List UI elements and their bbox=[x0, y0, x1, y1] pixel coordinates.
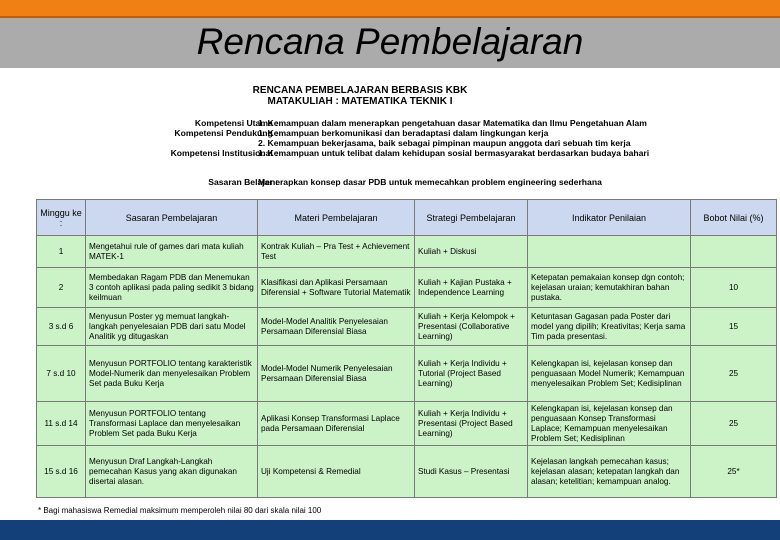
header-strategy: Strategi Pembelajaran bbox=[415, 200, 528, 236]
cell-target: Menyusun Poster yg memuat langkah-langkah penyelesaian PDB dari satu Model Analitik yg ditugaskan bbox=[86, 308, 258, 346]
cell-indicator: Kejelasan langkah pemecahan kasus; kejelasan alasan; ketepatan langkah dan alasan; ketelitian; kemampuan analog. bbox=[528, 446, 691, 498]
cell-target: Membedakan Ragam PDB dan Menemukan 3 contoh aplikasi pada paling sedikit 3 bidang keilmuan bbox=[86, 268, 258, 308]
cell-target: Mengetahui rule of games dari mata kuliah MATEK-1 bbox=[86, 236, 258, 268]
cell-week: 11 s.d 14 bbox=[37, 402, 86, 446]
header-weight: Bobot Nilai (%) bbox=[691, 200, 777, 236]
competency-row bbox=[20, 118, 700, 128]
cell-strategy: Kuliah + Kerja Individu + Presentasi (Project Based Learning) bbox=[415, 402, 528, 446]
cell-strategy: Kuliah + Diskusi bbox=[415, 236, 528, 268]
cell-material: Kontrak Kuliah – Pra Test + Achievement Test bbox=[258, 236, 415, 268]
plan-table bbox=[36, 199, 777, 498]
cell-material: Uji Kompetensi & Remedial bbox=[258, 446, 415, 498]
cell-target: Menyusun PORTFOLIO tentang Transformasi Laplace dan menyelesaikan Problem Set pada Buku Kerja bbox=[86, 402, 258, 446]
competency-label: Kompetensi Institusional : bbox=[170, 148, 278, 158]
cell-weight: 10 bbox=[691, 268, 777, 308]
competency-value: 1. Kemampuan berkomunikasi dan beradaptasi dalam lingkungan kerja bbox=[258, 128, 549, 138]
slide-title-bar bbox=[0, 18, 780, 68]
table-row bbox=[37, 402, 777, 446]
table-row bbox=[37, 446, 777, 498]
table-row bbox=[37, 236, 777, 268]
footnote: * Bagi mahasiswa Remedial maksimum memperoleh nilai 80 dari skala nilai 100 bbox=[38, 506, 322, 515]
competency-label: Kompetensi Utama : bbox=[194, 118, 278, 128]
cell-strategy: Kuliah + Kerja Individu + Tutorial (Project Based Learning) bbox=[415, 346, 528, 402]
slide-title: Rencana Pembelajaran bbox=[196, 21, 584, 62]
cell-indicator: Ketepatan pemakaian konsep dgn contoh; kejelasan uraian; kemutakhiran bahan pustaka. bbox=[528, 268, 691, 308]
cell-target: Menyusun PORTFOLIO tentang karakteristik Model-Numerik dan menyelesaikan Problem Set pada Buku Kerja bbox=[86, 346, 258, 402]
cell-week: 3 s.d 6 bbox=[37, 308, 86, 346]
slide-bottom-bar bbox=[0, 520, 780, 540]
cell-indicator bbox=[528, 236, 691, 268]
table-row bbox=[37, 346, 777, 402]
table-header-row bbox=[37, 200, 777, 236]
cell-strategy: Kuliah + Kerja Kelompok + Presentasi (Collaborative Learning) bbox=[415, 308, 528, 346]
cell-strategy: Kuliah + Kajian Pustaka + Independence Learning bbox=[415, 268, 528, 308]
cell-weight: 15 bbox=[691, 308, 777, 346]
competency-value: 2. Kemampuan bekerjasama, baik sebagai pimpinan maupun anggota dari sebuah tim kerja bbox=[258, 138, 631, 148]
header-material: Materi Pembelajaran bbox=[258, 200, 415, 236]
table-row bbox=[37, 308, 777, 346]
learning-target-value: Menerapkan konsep dasar PDB untuk memecahkan problem engineering sederhana bbox=[258, 177, 602, 187]
header-indicator: Indikator Penilaian bbox=[528, 200, 691, 236]
table-row bbox=[37, 268, 777, 308]
cell-indicator: Kelengkapan isi, kejelasan konsep dan penguasaan Model Numerik; Kemampuan menyelesaikan Problem Set; Kedisiplinan bbox=[528, 346, 691, 402]
document-subtitle: MATAKULIAH : MATEMATIKA TEKNIK I bbox=[267, 96, 453, 107]
competency-list bbox=[20, 118, 700, 158]
cell-material: Model-Model Numerik Penyelesaian Persamaan Diferensial Biasa bbox=[258, 346, 415, 402]
cell-material: Aplikasi Konsep Transformasi Laplace pada Persamaan Diferensial bbox=[258, 402, 415, 446]
cell-material: Klasifikasi dan Aplikasi Persamaan Diferensial + Software Tutorial Matematik bbox=[258, 268, 415, 308]
slide-top-bar bbox=[0, 0, 780, 18]
cell-weight: 25* bbox=[691, 446, 777, 498]
cell-week: 7 s.d 10 bbox=[37, 346, 86, 402]
competency-row bbox=[20, 128, 700, 138]
cell-indicator: Ketuntasan Gagasan pada Poster dari model yang dipilih; Kreativitas; Kerja sama Tim pada presentasi. bbox=[528, 308, 691, 346]
cell-week: 15 s.d 16 bbox=[37, 446, 86, 498]
cell-weight: 25 bbox=[691, 346, 777, 402]
cell-material: Model-Model Analitik Penyelesaian Persamaan Diferensial Biasa bbox=[258, 308, 415, 346]
learning-target-label: Sasaran Belajar : bbox=[208, 177, 278, 187]
cell-indicator: Kelengkapan isi, kejelasan konsep dan penguasaan Konsep Transformasi Laplace; Kemampuan menyelesaikan Problem Set; Kedisiplinan bbox=[528, 402, 691, 446]
cell-target: Menyusun Draf Langkah-Langkah pemecahan Kasus yang akan digunakan disertai alasan. bbox=[86, 446, 258, 498]
competency-value: 1. Kemampuan untuk telibat dalam kehidupan sosial bermasyarakat berdasarkan budaya bahari bbox=[258, 148, 650, 158]
cell-weight bbox=[691, 236, 777, 268]
cell-strategy: Studi Kasus – Presentasi bbox=[415, 446, 528, 498]
cell-weight: 25 bbox=[691, 402, 777, 446]
competency-label: Kompetensi Pendukung : bbox=[174, 128, 278, 138]
cell-week: 2 bbox=[37, 268, 86, 308]
cell-week: 1 bbox=[37, 236, 86, 268]
embedded-document bbox=[20, 80, 764, 520]
document-title: RENCANA PEMBELAJARAN BERBASIS KBK bbox=[252, 85, 468, 96]
competency-row bbox=[20, 138, 700, 148]
competency-row bbox=[20, 148, 700, 158]
competency-value: 1. Kemampuan dalam menerapkan pengetahuan dasar Matematika dan Ilmu Pengetahuan Alam bbox=[258, 118, 647, 128]
header-week: Minggu ke : bbox=[37, 200, 86, 236]
header-target: Sasaran Pembelajaran bbox=[86, 200, 258, 236]
